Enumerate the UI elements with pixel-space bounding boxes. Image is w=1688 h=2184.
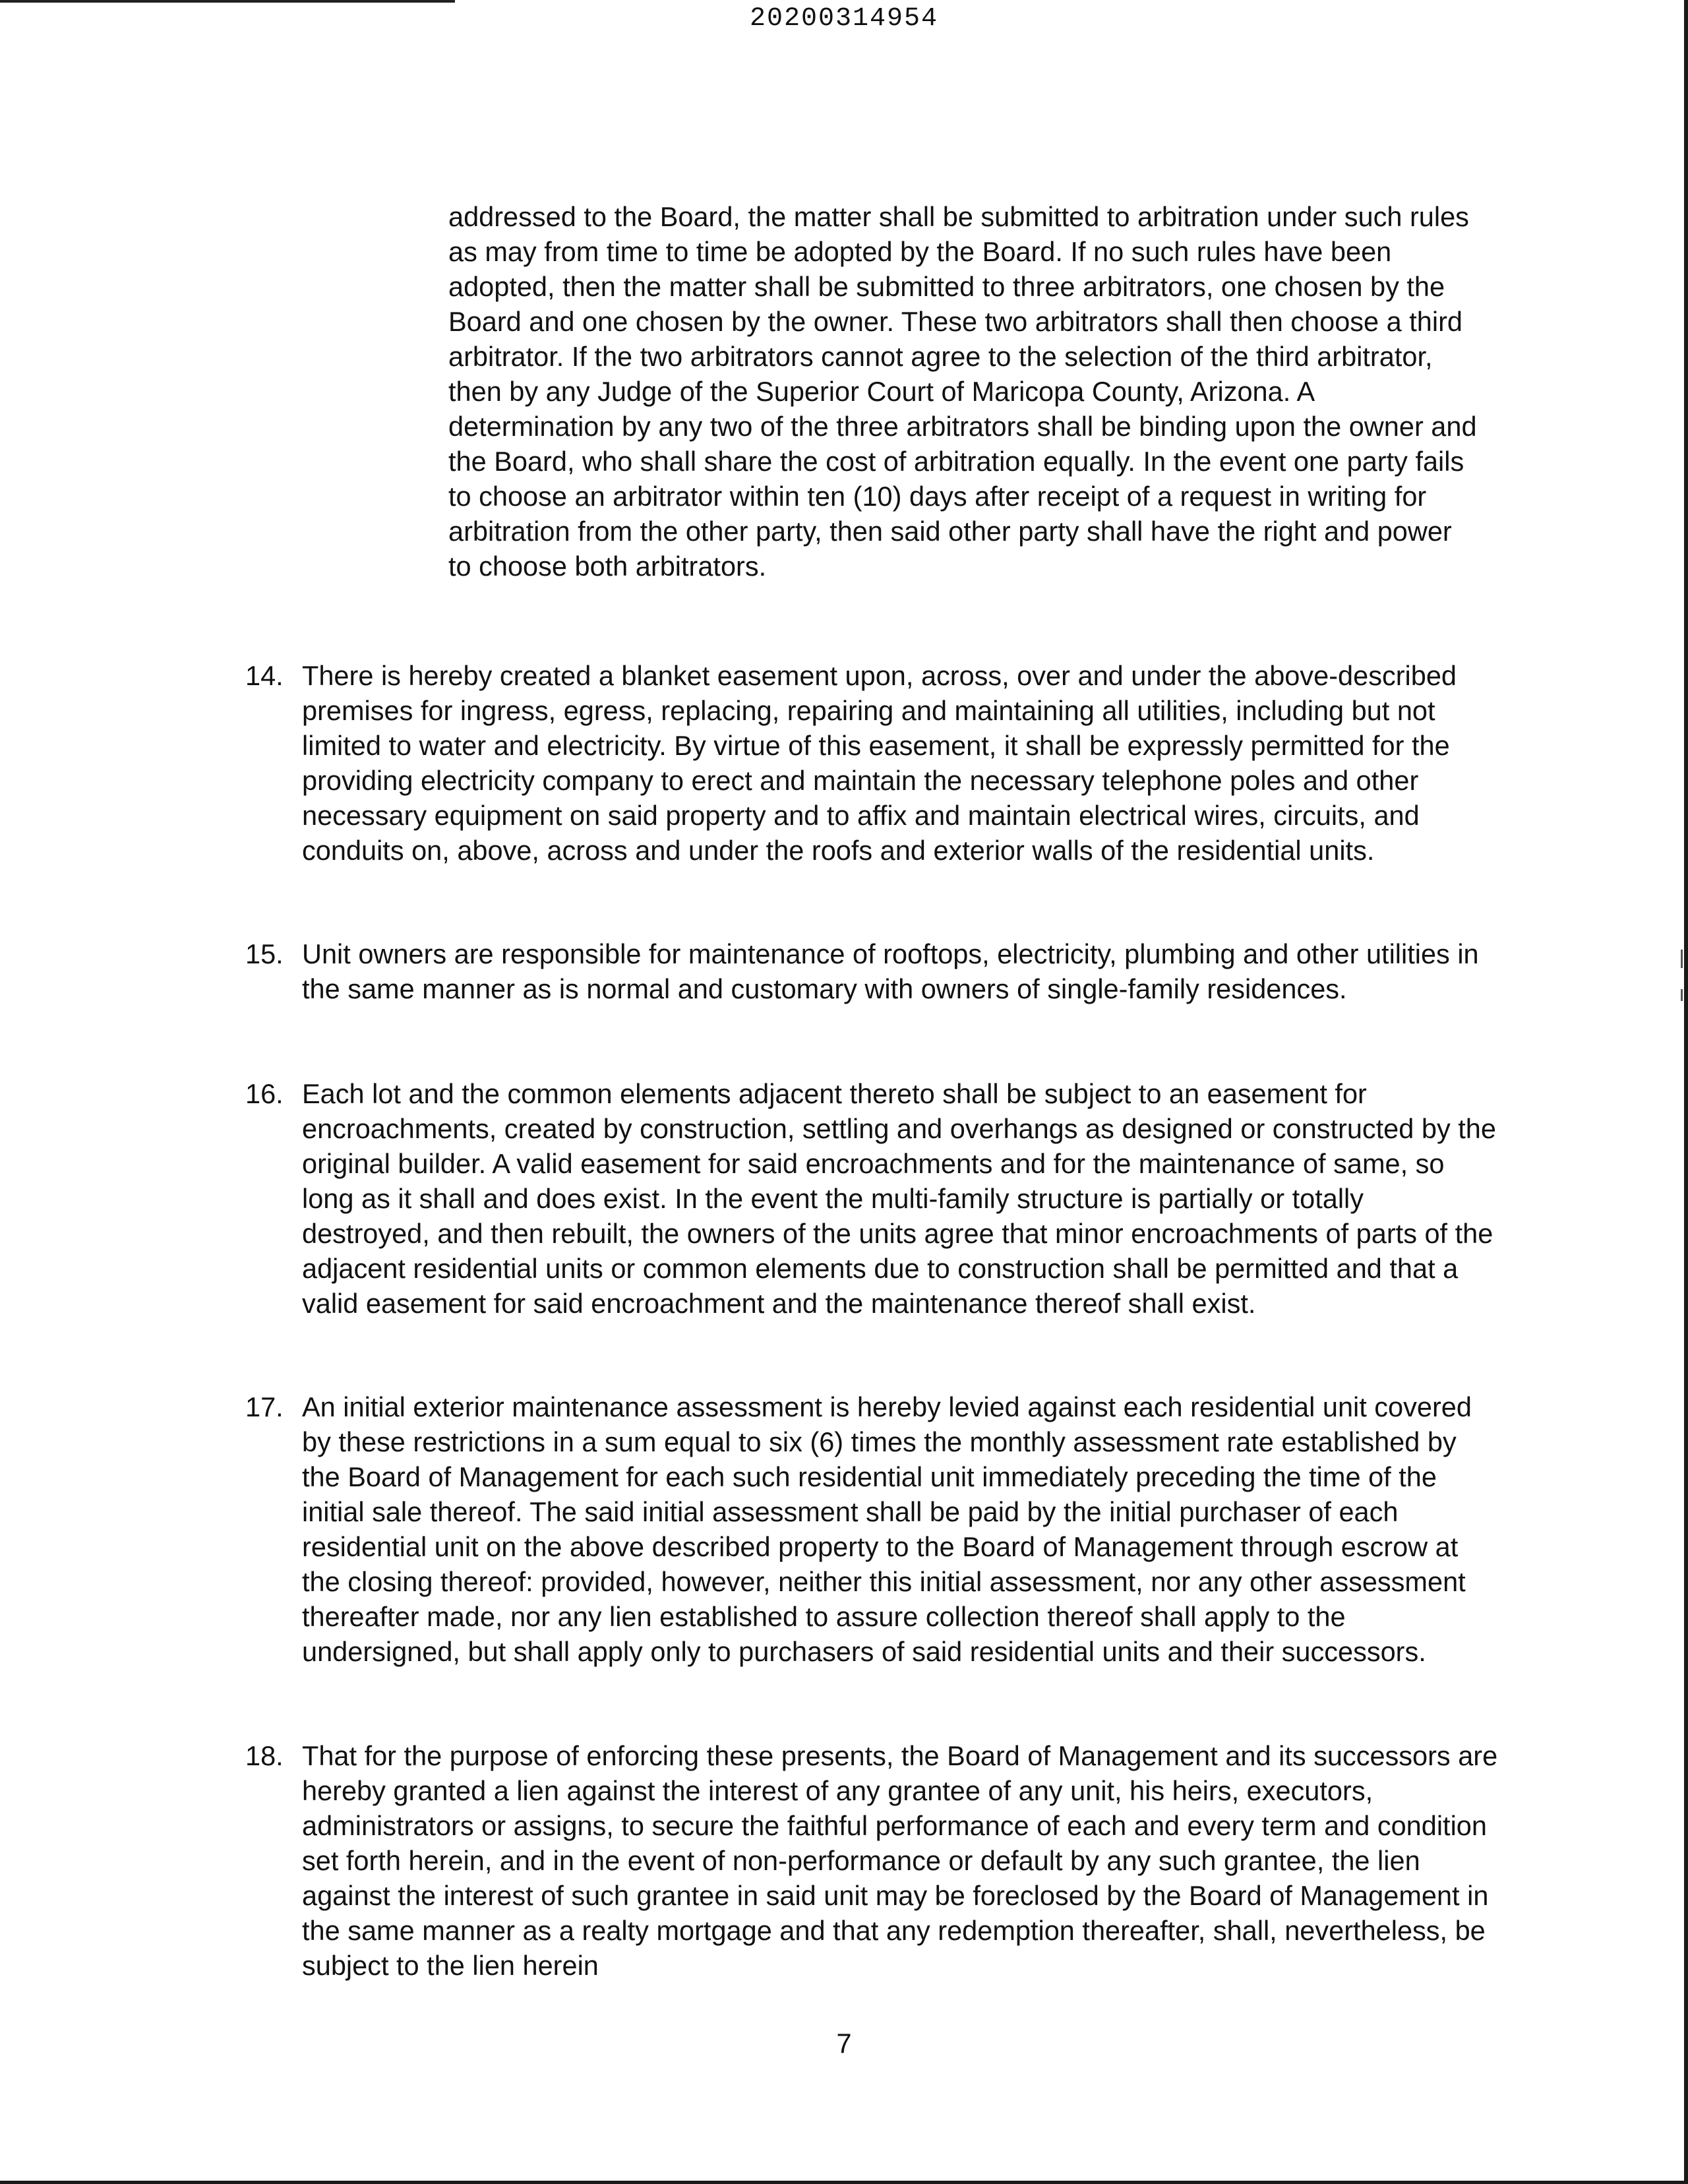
numbered-item-16 <box>245 1076 1498 1321</box>
numbered-item-18 <box>245 1738 1498 1983</box>
top-border-rule <box>0 0 455 3</box>
page-number: 7 <box>836 2028 852 2059</box>
continued-paragraph: addressed to the Board, the matter shall be submitted to arbitration under such rules as may from time to time be adopted by the Board. If no such rules have been adopted, then the matter shall be submitted to three arbitrators, one chosen by the Board and one chosen by the owner. These two arbitrators shall then choose a third arbitrator. If the two arbitrators cannot agree to the selection of the third arbitrator, then by any Judge of the Superior Court of Maricopa County, Arizona. A determination by any two of the three arbitrators shall be binding upon the owner and the Board, who shall share the cost of arbitration equally. In the event one party fails to choose an arbitrator within ten (10) days after receipt of a request in writing for arbitration from the other party, then said other party shall have the right and power to choose both arbitrators. <box>448 201 1477 582</box>
item-number: 14. <box>245 660 284 691</box>
item-text: That for the purpose of enforcing these presents, the Board of Management and its successors are hereby granted a lien against the interest of any grantee of any unit, his heirs, executors, administrators or assigns, to secure the faithful performance of each and every term and condition set forth herein, and in the event of non-performance or default by any such grantee, the lien against the interest of such grantee in said unit may be foreclosed by the Board of Management in the same manner as a realty mortgage and that any redemption thereafter, shall, nevertheless, be subject to the lien herein <box>302 1740 1498 1981</box>
item-number: 18. <box>245 1740 284 1771</box>
numbered-item-15 <box>245 936 1498 1006</box>
item-number: 17. <box>245 1391 284 1422</box>
scan-speck <box>1681 950 1683 968</box>
item-text: An initial exterior maintenance assessment is hereby levied against each residential unit covered by these restrictions in a sum equal to six (6) times the monthly assessment rate established by the Board of Management for each such residential unit immediately preceding the time of the initial sale thereof. The said initial assessment shall be paid by the initial purchaser of each residential unit on the above described property to the Board of Management through escrow at the closing thereof: provided, however, neither this initial assessment, nor any other assessment thereafter made, nor any lien established to assure collection thereof shall apply to the undersigned, but shall apply only to purchasers of said residential units and their successors. <box>302 1391 1472 1667</box>
item-number: 16. <box>245 1078 284 1109</box>
item-number: 15. <box>245 938 284 969</box>
scan-speck <box>1681 989 1683 1001</box>
recording-number: 20200314954 <box>749 4 939 34</box>
item-text: There is hereby created a blanket easement upon, across, over and under the above-described premises for ingress, egress, replacing, repairing and maintaining all utilities, including but not limited to water and electricity. By virtue of this easement, it shall be expressly permitted for the providing electricity company to erect and maintain the necessary telephone poles and other necessary equipment on said property and to affix and maintain electrical wires, circuits, and conduits on, above, across and under the roofs and exterior walls of the residential units. <box>302 660 1457 866</box>
bottom-scan-edge <box>0 2181 1688 2184</box>
right-scan-edge <box>1684 0 1688 2184</box>
item-text: Unit owners are responsible for maintenance of rooftops, electricity, plumbing and other utilities in the same manner as is normal and customary with owners of single-family residences. <box>302 938 1479 1004</box>
numbered-item-14 <box>245 658 1498 868</box>
numbered-item-17 <box>245 1389 1498 1669</box>
item-text: Each lot and the common elements adjacent thereto shall be subject to an easement for encroachments, created by construction, settling and overhangs as designed or constructed by the original builder. A valid easement for said encroachments and for the maintenance of same, so long as it shall and does exist. In the event the multi-family structure is partially or totally destroyed, and then rebuilt, the owners of the units agree that minor encroachments of parts of the adjacent residential units or common elements due to construction shall be permitted and that a valid easement for said encroachment and the maintenance thereof shall exist. <box>302 1078 1496 1319</box>
